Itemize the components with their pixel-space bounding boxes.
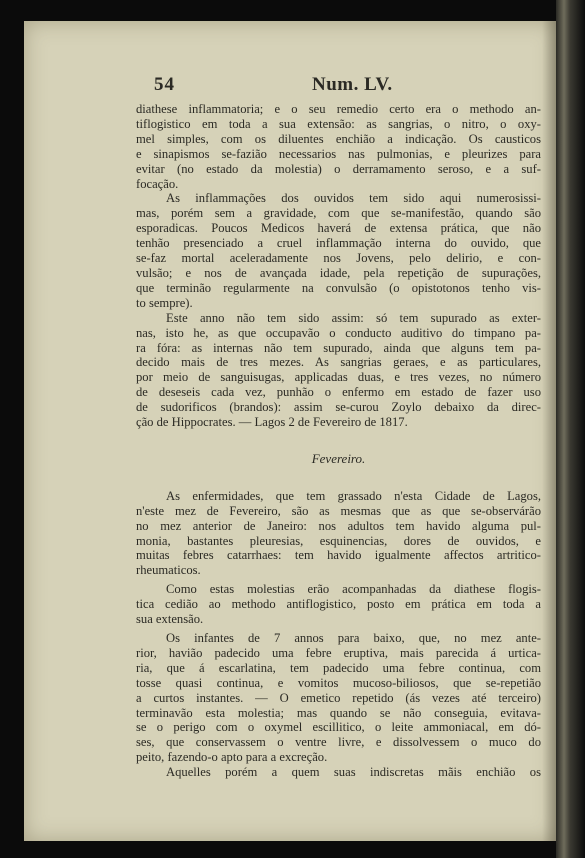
text-line: vulsão; e nos de avançada idade, pela repetição de supurações,	[136, 265, 541, 280]
page-fold-shadow	[542, 21, 556, 841]
page-text	[136, 74, 541, 780]
text-line: Como estas molestias erão acompanhadas da diathese flogis-	[166, 582, 541, 597]
paragraph-inflammatory-diathesis	[136, 102, 541, 191]
text-line: de sudorificos (brandos): assim se-curou Zoylo debaixo da direc-	[136, 400, 541, 415]
text-line: se-faz mortal aceleradamente nos Jovens, pelo delirio, e con-	[136, 251, 541, 266]
text-line: a curtos instantes. — O emetico repetido (ás vezes até terceiro)	[136, 690, 541, 705]
text-line: mel simples, com os diluentes enchião a indicação. Os causticos	[136, 131, 541, 146]
text-line: to sempre).	[136, 295, 193, 310]
text-line: decido mais de tres mezes. As sangrias geraes, e as particulares,	[136, 355, 541, 370]
text-line: muitas febres catarrhaes: tem havido igualmente affectos artritico-	[136, 548, 541, 563]
text-line: tosse quasi continua, e vomitos mucoso-biliosos, que se-repetião	[136, 675, 541, 690]
text-line: de deseseis cada vez, punhão o enfermo em estado de fazer uso	[136, 385, 541, 400]
paragraph-february-diseases	[136, 489, 541, 578]
text-line: peito, fazendo-o apto para a excreção.	[136, 750, 328, 765]
text-line: mas, porém sem a gravidade, com que se-manifestão, quando são	[136, 206, 541, 221]
text-line: rior, havião padecido uma febre eruptiva, mais parecida á urtica-	[136, 645, 541, 660]
text-line: focação.	[136, 176, 179, 191]
text-line: Aquelles porém a quem suas indiscretas mãis enchião os	[166, 765, 541, 780]
running-header	[136, 74, 541, 100]
text-line: As inflammações dos ouvidos tem sido aqui numerosissi-	[166, 191, 541, 206]
page-number: 54	[154, 74, 175, 95]
text-line: tiflogistico em toda a sua extensão: as sangrias, o nitro, o oxy-	[136, 116, 541, 131]
paragraph-this-year	[136, 311, 541, 430]
text-line: ção de Hippocrates. — Lagos 2 de Fevereiro de 1817.	[136, 415, 408, 430]
text-line: n'este mez de Fevereiro, são as mesmas que as que se-observárão	[136, 503, 541, 518]
text-line: que terminão regularmente na convulsão (o opistotonos tenho vis-	[136, 280, 541, 295]
issue-number: Num. LV.	[312, 74, 393, 95]
text-line: tenhão presenciado a cruel inflammação interna do ouvido, que	[136, 236, 541, 251]
paragraph-ear-inflammations	[136, 191, 541, 310]
section-title: Fevereiro.	[311, 450, 366, 466]
text-line: ra fóra: as internas não tem supurado, ainda que alguns tem pa-	[136, 340, 541, 355]
paragraph-antiflogistic	[136, 582, 541, 627]
text-line: ses, que conservassem o ventre livre, e dissolvessem o muco do	[136, 735, 541, 750]
text-line: diathese inflammatoria; e o seu remedio certo era o methodo an-	[136, 102, 541, 116]
text-line: terminavão esta molestia; mas quando se não conseguia, evitava-	[136, 705, 541, 720]
text-line: sua extensão.	[136, 612, 204, 627]
text-line: monia, bastantes pleuresias, esquinencias, dores de ouvidos, e	[136, 533, 541, 548]
text-line: Este anno não tem sido assim: só tem supurado as exter-	[166, 310, 541, 325]
text-line: As enfermidades, que tem grassado n'esta Cidade de Lagos,	[166, 488, 541, 503]
paragraph-infants	[136, 631, 541, 765]
text-line: evitar (no estado da molestia) o derramamento seroso, e a suf-	[136, 161, 541, 176]
paragraph-indiscreet-mothers	[136, 765, 541, 780]
text-line: Os infantes de 7 annos para baixo, que, no mez ante-	[166, 631, 541, 645]
text-line: no mez anterior de Janeiro: nos adultos tem havido alguma pul-	[136, 518, 541, 533]
text-line: e sinapismos se-fazião necessarios nas pulmonias, e pleurizes para	[136, 146, 541, 161]
text-line: ria, que á escarlatina, tem padecido uma febre continua, com	[136, 660, 541, 675]
text-line: esporadicas. Poucos Medicos haverá de extensa prática, que não	[136, 221, 541, 236]
text-line: nas, isto he, as que occupavão o conducto auditivo do timpano pa-	[136, 325, 541, 340]
text-line: se o perigo com o oxymel escillitico, o leite ammoniacal, em dó-	[136, 720, 541, 735]
text-line: tica cedião ao methodo antiflogistico, posto em prática em toda a	[136, 597, 541, 612]
text-line: por meio de sanguisugas, applicadas duas, e tres vezes, no número	[136, 370, 541, 385]
text-line: rheumaticos.	[136, 563, 201, 578]
book-spine	[556, 0, 585, 858]
